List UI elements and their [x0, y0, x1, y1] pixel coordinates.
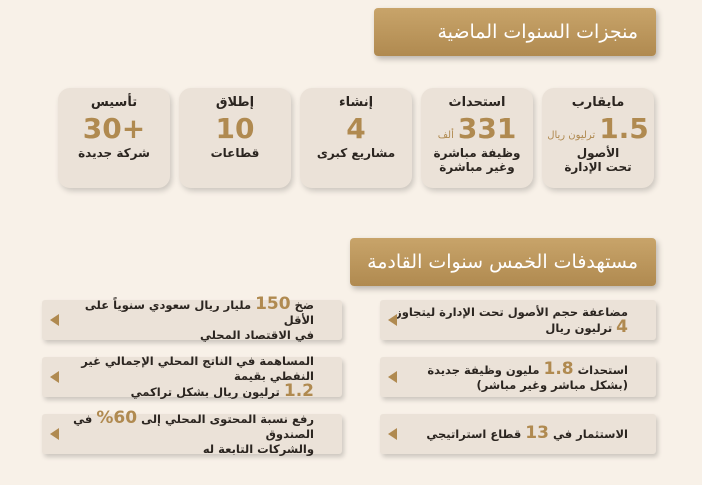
arrow-icon: [50, 428, 59, 440]
target-number: 150: [255, 294, 291, 314]
stat-head: إنشاء: [338, 95, 374, 110]
future-targets-title: مستهدفات الخمس سنوات القادمة: [367, 251, 638, 273]
target-line: والشركات التابعة له: [202, 442, 314, 456]
stat-head: إطلاق: [215, 95, 255, 110]
target-line: في الصندوق: [73, 412, 314, 441]
future-targets-banner: [350, 238, 656, 286]
arrow-icon: [388, 314, 397, 326]
stat-unit: ترليون ريال: [547, 130, 596, 141]
stat-card-sectors: [179, 88, 291, 188]
target-number: 13: [525, 423, 549, 443]
stat-number: 1.5: [599, 112, 649, 145]
stat-number: 331: [457, 112, 517, 145]
stat-desc: وغير مباشرة: [439, 160, 515, 174]
stat-number: +30: [82, 112, 146, 145]
target-gdp: [42, 354, 342, 401]
target-sectors: [380, 414, 656, 454]
stat-desc: الأصول: [576, 146, 620, 160]
target-injection: [42, 294, 342, 342]
target-number: 4: [616, 316, 628, 337]
target-line: ترليون ريال بشكل تراكمي: [130, 385, 280, 399]
stat-desc: شركة جديدة: [78, 146, 150, 160]
stat-card-projects: [300, 88, 412, 188]
target-text: [427, 358, 628, 393]
stat-card-assets: [542, 88, 654, 188]
stat-head: استحداث: [448, 95, 506, 110]
past-achievements-title: منجزات السنوات الماضية: [437, 21, 638, 43]
stat-desc: مشاريع كبرى: [316, 146, 396, 160]
target-line: ضخ: [294, 298, 314, 312]
past-achievements-banner: [374, 8, 656, 56]
target-text: [52, 354, 314, 400]
target-assets: [380, 300, 656, 340]
target-line: قطاع استراتيجي: [426, 427, 522, 441]
target-line: رفع نسبة المحتوى المحلي إلى: [141, 412, 314, 426]
stat-head: مايقارب: [571, 95, 625, 110]
target-local-content: [42, 408, 342, 456]
stat-unit: ألف: [437, 130, 454, 141]
target-line: مضاعفة حجم الأصول تحت الإدارة ليتجاوز: [395, 304, 628, 319]
target-text: [395, 305, 628, 336]
target-line: ترليون ريال: [545, 320, 613, 335]
arrow-icon: [50, 371, 59, 383]
stat-head: تأسيس: [90, 95, 138, 110]
target-number: 60%: [96, 408, 138, 428]
target-text: [426, 423, 628, 443]
target-line: مليون وظيفة جديدة: [427, 362, 540, 377]
target-line: الاستثمار في: [552, 427, 628, 441]
arrow-icon: [388, 371, 397, 383]
target-line: المساهمة في الناتج المحلي الإجمالي غير النفطي بقيمة: [81, 354, 314, 383]
target-number: 1.2: [283, 381, 314, 401]
stat-desc: تحت الإدارة: [564, 160, 632, 174]
target-number: 1.8: [543, 358, 574, 379]
target-line: استحداث: [577, 362, 628, 377]
arrow-icon: [50, 314, 59, 326]
arrow-icon: [388, 428, 397, 440]
stat-card-companies: [58, 88, 170, 188]
stat-number: 4: [346, 112, 366, 145]
target-jobs: [380, 357, 656, 397]
target-line: مليار ريال سعودي سنوياً على الأقل: [84, 298, 314, 327]
target-text: [52, 294, 314, 343]
target-line: (بشكل مباشر وغير مباشر): [476, 377, 628, 392]
target-text: [52, 408, 314, 457]
stat-card-jobs: [421, 88, 533, 188]
stat-number: 10: [215, 112, 255, 145]
stat-desc: وظيفة مباشرة: [433, 146, 521, 160]
stat-desc: قطاعات: [210, 146, 260, 160]
target-line: في الاقتصاد المحلي: [199, 328, 314, 342]
